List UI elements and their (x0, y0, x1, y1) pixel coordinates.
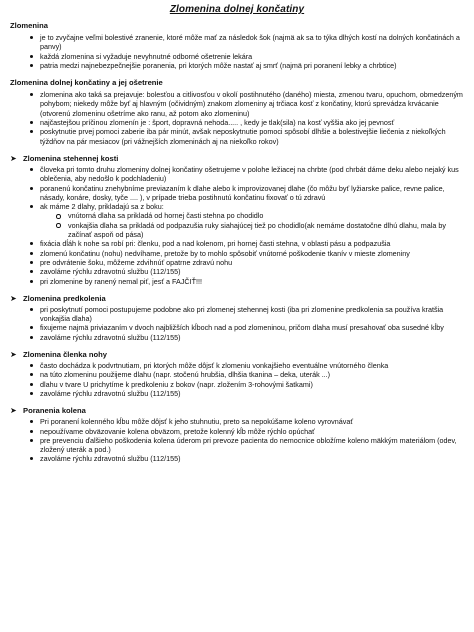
list-item: poranenú končatinu znehybníme previazaním k dlahe alebo k improvizovanej dlahe (čo môžu byť lyžiarske palice, revne palice, násady, konáre, dosky, tyče .... ), v prípade trieba postihnutú končatinu fixovať o tú zdravú (10, 184, 464, 203)
section-heading-label: Zlomenina predkolenia (23, 293, 106, 303)
section-heading-zlomenina: Zlomenina (10, 21, 48, 30)
list-item: zlomenina ako taká sa prejavuje: bolesťou a citlivosťou v okolí postihnutého (daného) miesta, zmenou tvaru, opuchom, obmedzeným pohybom; niekedy môže byť aj hlavným (očividným) znakom zlomeniny aj trčiaca kosť z končatiny, ktorú sprevádza krvácanie (otvorenú zlomeninu ošetríme ako ranu, až potom ako zlomeninu) (10, 90, 464, 118)
list-item: nepoužívame obväzovanie kolena obväzom, pretože kolenný kĺb môže rýchlo opúchať (10, 427, 464, 436)
section-heading-predkolenia (10, 294, 464, 303)
section-heading-clenka (10, 350, 464, 359)
section-heading-label: Zlomenina členka nohy (23, 350, 107, 360)
list-item: pre odvrátenie šoku, môžeme zdvihnúť opatrne zdravú nohu (10, 258, 464, 267)
list-item: na túto zlomeninu použijeme dlahu (napr. stočenú hrubšia, dlhšia tkanina – deka, uterák ...) (10, 370, 464, 379)
list-item: najčastejšou príčinou zlomenín je : šport, dopravná nehoda..... , kedy je tlak(sila) na kosť vyššia ako jej pevnosť (10, 118, 464, 127)
list-item: fixácia dĺáh k nohe sa robí pri: členku, pod a nad kolenom, pri hornej časti stehna, v oblasti pásu a podpazušia (10, 239, 464, 248)
list-item: fixujeme najmä priviazaním v dvoch najbližších kĺboch nad a pod zlomeninou, pričom dlaha musí presahovať oba susedné kĺby (10, 323, 464, 332)
section-heading-stehennej-kosti (10, 154, 464, 163)
sub-list-item: vonkajšia dlaha sa prikladá od podpazušia ruky siahajúcej tiež po chodidlo(ak nemáme dostatočne dlhú dlahu, mala by začínať aspoň od pása) (10, 221, 464, 240)
sub-list-item: vnútorná dlaha sa prikladá od hornej časti stehna po chodidlo (10, 211, 464, 220)
list-item: pri zlomenine by ranený nemal piť, jesť a FAJČIŤ!!! (10, 277, 464, 286)
list-item: často dochádza k podvrtnutiam, pri ktorých môže dôjsť k zlomeniu vonkajšieho eventuálne vnútorného členka (10, 361, 464, 370)
list-item: patria medzi najnebezpečnejšie poranenia, pri ktorých môže nastať aj smrť (najmä pri poranení lebky a chrbtice) (10, 61, 464, 70)
list-item: poskytnutie prvej pomoci zaberie iba pár minút, avšak neposkytnutie pomoci spôsobí dlhšie a bolestivejšie liečenia z niekoľkých týždňov na pár mesiacov (pri vážnejších zlomeninách aj na niekoľko rokov) (10, 127, 464, 146)
list-item: zavoláme rýchlu zdravotnú službu (112/155) (10, 333, 464, 342)
section2-list (10, 90, 464, 146)
list-item: zavoláme rýchlu zdravotnú službu (112/155) (10, 267, 464, 276)
section3-list (10, 165, 464, 286)
list-item: človeka pri tomto druhu zlomeniny dolnej končatiny ošetrujeme v polohe ležiacej na chrbte (pod chrbát dáme deku alebo nejaký kus oblečenia, aby nedošlo k podchladeniu) (10, 165, 464, 184)
arrow-bullet-icon: ➤ (10, 350, 17, 360)
list-item: pre prevenciu ďalšieho poškodenia kolena úderom pri prevoze pacienta do nemocnice obložíme koleno mäkkým materiálom (odev, zložený uterák a pod.) (10, 436, 464, 455)
section5-list (10, 361, 464, 398)
section-heading-label: Poranenia kolena (23, 406, 86, 416)
arrow-bullet-icon: ➤ (10, 153, 17, 163)
section6-list (10, 417, 464, 463)
arrow-bullet-icon: ➤ (10, 293, 17, 303)
list-item: zlomenú končatinu (nohu) nedvíhame, pretože by to mohlo spôsobiť vnútorné poškodenie tkanív v mieste zlomeniny (10, 249, 464, 258)
list-item: Pri poranení kolenného kĺbu môže dôjsť k jeho stuhnutiu, preto sa nepokúšame koleno vyrovnávať (10, 417, 464, 426)
section-heading-dolnej-koncatiny: Zlomenina dolnej končatiny a jej ošetrenie (10, 78, 163, 88)
list-item: zavoláme rýchlu zdravotnú službu (112/155) (10, 454, 464, 463)
list-item: pri poskytnutí pomoci postupujeme podobne ako pri zlomenej stehennej kosti (iba pri zlomenine predkolenia sa používa kratšia vonkajšia dlaha) (10, 305, 464, 324)
document-title: Zlomenina dolnej končatiny (169, 4, 305, 15)
list-item: zavoláme rýchlu zdravotnú službu (112/155) (10, 389, 464, 398)
list-item: je to zvyčajne veľmi bolestivé zranenie, ktoré môže mať za následok šok (najmä ak sa to týka dlhých kostí na dolných končatinách a panvy) (10, 33, 464, 52)
list-item: ak máme 2 dlahy, prikladajú sa z boku: (10, 202, 464, 211)
list-item: dlahu v tvare U prichytíme k predkoleniu z bokov (napr. zložením 3-rohovými šatkami) (10, 380, 464, 389)
list-item: každá zlomenina si vyžaduje nevyhnutné odborné ošetrenie lekára (10, 52, 464, 61)
section-heading-label: Zlomenina stehennej kosti (23, 153, 119, 163)
section-heading-kolena (10, 406, 464, 415)
arrow-bullet-icon: ➤ (10, 406, 17, 416)
section1-list (10, 33, 464, 70)
section4-list (10, 305, 464, 342)
